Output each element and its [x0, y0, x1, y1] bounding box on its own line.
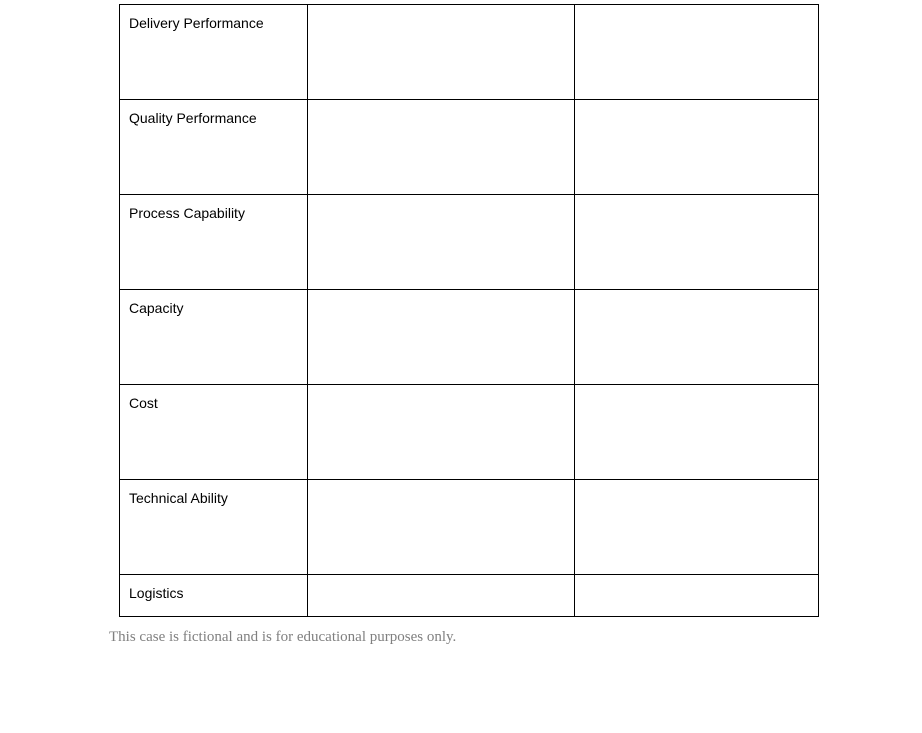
comment-cell[interactable] [575, 480, 819, 575]
criterion-label: Technical Ability [129, 490, 228, 506]
criterion-cell [120, 575, 308, 617]
criterion-cell [120, 480, 308, 575]
criterion-label: Cost [129, 395, 158, 411]
comment-cell[interactable] [575, 575, 819, 617]
criterion-label: Logistics [129, 585, 184, 601]
comment-cell[interactable] [575, 100, 819, 195]
rating-cell[interactable] [308, 5, 575, 100]
table-row [120, 385, 819, 480]
table-row [120, 575, 819, 617]
rating-cell[interactable] [308, 385, 575, 480]
criterion-cell [120, 100, 308, 195]
table-row [120, 290, 819, 385]
criterion-cell [120, 195, 308, 290]
rating-cell[interactable] [308, 480, 575, 575]
criterion-cell [120, 5, 308, 100]
comment-cell[interactable] [575, 5, 819, 100]
table-row [120, 195, 819, 290]
criterion-label: Quality Performance [129, 110, 257, 126]
rating-cell[interactable] [308, 290, 575, 385]
comment-cell[interactable] [575, 290, 819, 385]
comment-cell[interactable] [575, 385, 819, 480]
rating-cell[interactable] [308, 100, 575, 195]
criterion-label: Delivery Performance [129, 15, 264, 31]
table-row [120, 5, 819, 100]
criterion-cell [120, 290, 308, 385]
criterion-cell [120, 385, 308, 480]
table-row [120, 100, 819, 195]
criterion-label: Capacity [129, 300, 184, 316]
evaluation-table [119, 4, 819, 617]
table-row [120, 480, 819, 575]
rating-cell[interactable] [308, 575, 575, 617]
criterion-label: Process Capability [129, 205, 245, 221]
rating-cell[interactable] [308, 195, 575, 290]
comment-cell[interactable] [575, 195, 819, 290]
footnote-disclaimer: This case is fictional and is for educational purposes only. [109, 629, 457, 645]
